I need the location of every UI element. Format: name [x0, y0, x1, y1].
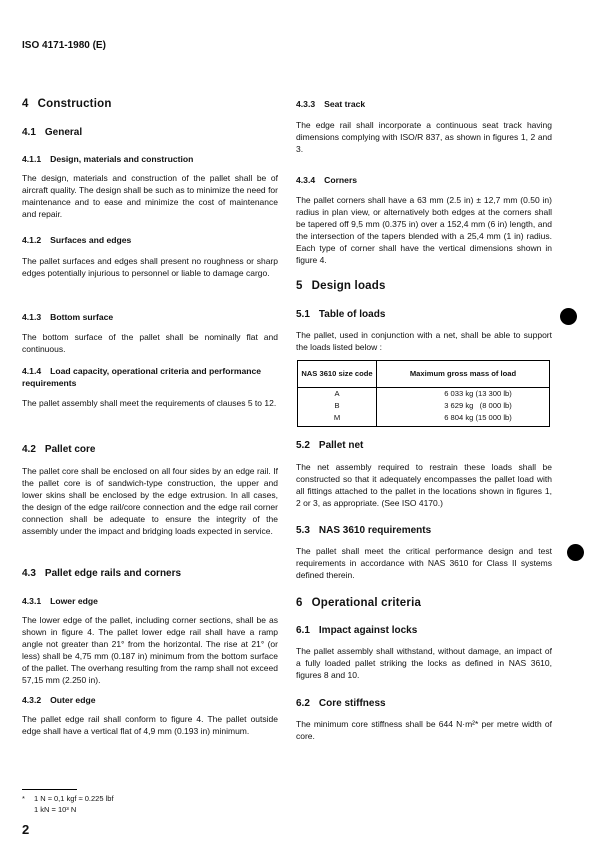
section-4-3-3-text: The edge rail shall incorporate a continuous seat track having dimensions complying with ISO/R 837, as shown in figures 1, 2 and 3. [296, 120, 552, 155]
section-5-2-text: The net assembly required to restrain these loads shall be constructed so that it adequately encompasses the pallet load with all fittings attached to the pallet in the locations shown in figures 1, 2 or 3, as appropriate. (See ISO 4170.) [296, 462, 552, 509]
page-number: 2 [22, 822, 30, 837]
section-4-1-4-heading [22, 365, 278, 389]
section-4-heading [22, 98, 278, 110]
section-number: 4.2 [22, 444, 36, 455]
footnote [22, 793, 114, 815]
table-cell: 6 033 kg (13 300 lb) [377, 388, 550, 401]
column-header: NAS 3610 size code [298, 361, 377, 388]
section-number: 4.1.3 [22, 312, 42, 322]
section-title: Design, materials and construction [50, 154, 194, 164]
table-header-row [298, 361, 550, 388]
section-number: 5 [296, 280, 303, 292]
section-title: NAS 3610 requirements [318, 525, 432, 536]
section-number: 4.1.2 [22, 235, 42, 245]
section-4-1-4-text: The pallet assembly shall meet the requirements of clauses 5 to 12. [22, 398, 277, 408]
section-title: Seat track [324, 99, 366, 109]
footnote-line: 1 kN = 10³ N [34, 805, 77, 814]
section-title: Construction [37, 98, 112, 110]
section-4-1-3-text: The bottom surface of the pallet shall be nominally flat and continuous. [22, 332, 278, 355]
section-number: 4.3.2 [22, 695, 42, 705]
section-6-1-heading [296, 625, 552, 636]
section-title: Pallet core [44, 444, 96, 455]
table-row [298, 400, 550, 412]
section-number: 4 [22, 98, 29, 110]
footnote-marker: * [22, 794, 25, 803]
section-title: Pallet edge rails and corners [44, 568, 182, 579]
section-number: 5.2 [296, 440, 310, 451]
section-6-2-text: The minimum core stiffness shall be 644 N·m²* per metre width of core. [296, 719, 552, 742]
section-number: 5.3 [296, 525, 310, 536]
section-4-3-3-heading [296, 98, 552, 110]
section-number: 4.3.4 [296, 175, 316, 185]
section-5-heading [296, 280, 552, 292]
section-title: Bottom surface [50, 312, 114, 322]
section-title: Load capacity, operational criteria and performance requirements [22, 366, 262, 388]
table-row [298, 388, 550, 401]
section-5-3-text: The pallet shall meet the critical performance design and test requirements in accordance with NAS 3610 for Class II systems defined therein. [296, 546, 552, 581]
change-marker-icon [560, 308, 577, 325]
section-title: General [44, 127, 83, 138]
footnote-divider [22, 789, 77, 790]
section-number: 4.1.1 [22, 154, 42, 164]
section-title: Impact against locks [318, 625, 418, 636]
section-4-2-text: The pallet core shall be enclosed on all four sides by an edge rail. If the pallet core is of sandwich-type construction, the upper and lower skins shall be enclosed by the edge extrusion. In all cases, the design of the edge rail/core connection and the edge rail corner connection shall be adequate to ensure the integrity of the assembly under the impact and bridging loads expected in service. [22, 466, 278, 537]
section-title: Table of loads [318, 309, 386, 320]
section-5-3-heading [296, 525, 552, 536]
table-row [298, 412, 550, 427]
section-title: Pallet net [318, 440, 364, 451]
section-4-3-1-heading [22, 595, 278, 607]
section-5-1-heading [296, 309, 552, 320]
section-number: 4.3.1 [22, 596, 42, 606]
table-cell: M [298, 412, 377, 427]
section-number: 4.3.3 [296, 99, 316, 109]
footnote-line: 1 N ≈ 0,1 kgf ≈ 0.225 lbf [34, 794, 114, 803]
section-title: Corners [324, 175, 358, 185]
section-4-1-2-text: The pallet surfaces and edges shall present no roughness or sharp edges potentially injurious to personnel or liable to damage cargo. [22, 256, 278, 279]
section-4-3-heading [22, 568, 278, 579]
table-cell: A [298, 388, 377, 401]
section-title: Lower edge [50, 596, 98, 606]
section-title: Operational criteria [311, 597, 422, 609]
table-cell: 3 629 kg (8 000 lb) [377, 400, 550, 412]
section-title: Core stiffness [318, 698, 386, 709]
section-4-2-heading [22, 444, 278, 455]
section-4-1-3-heading [22, 311, 278, 323]
section-4-1-2-heading [22, 234, 278, 246]
loads-table [297, 360, 550, 427]
section-number: 6 [296, 597, 303, 609]
section-number: 6.1 [296, 625, 310, 636]
section-number: 4.3 [22, 568, 36, 579]
section-4-3-1-text: The lower edge of the pallet, including corner sections, shall be as shown in figure 4. The pallet lower edge rail shall have a ramp angle not greater than 21° from the horizontal. The rise at 21° (or less) shall be 4,75 mm (0.187 in) minimum from the bottom surface of the pallet. The overhang resulting from the ramp shall not exceed 57,15 mm (2.250 in). [22, 615, 278, 686]
section-title: Outer edge [50, 695, 96, 705]
section-number: 4.1 [22, 127, 36, 138]
section-4-3-2-text: The pallet edge rail shall conform to figure 4. The pallet outside edge shall have a vertical flat of 4,9 mm (0.193 in) minimum. [22, 714, 278, 737]
section-6-heading [296, 597, 552, 609]
table-cell: B [298, 400, 377, 412]
section-number: 4.1.4 [22, 366, 42, 376]
section-4-3-4-heading [296, 174, 552, 186]
section-title: Surfaces and edges [50, 235, 132, 245]
section-4-1-heading [22, 127, 278, 138]
table-cell: 6 804 kg (15 000 lb) [377, 412, 550, 427]
section-number: 5.1 [296, 309, 310, 320]
section-6-2-heading [296, 698, 552, 709]
document-header: ISO 4171-1980 (E) [22, 40, 106, 51]
column-header: Maximum gross mass of load [377, 361, 550, 388]
section-4-1-1-text: The design, materials and construction of the pallet shall be of aircraft quality. The design shall be such as to minimize the need for maintenance and to ease and minimize the cost of maintenance and repair. [22, 173, 278, 220]
section-5-2-heading [296, 440, 552, 451]
section-4-3-2-heading [22, 694, 278, 706]
section-title: Design loads [311, 280, 386, 292]
section-4-3-4-text: The pallet corners shall have a 63 mm (2.5 in) ± 12,7 mm (0.50 in) radius in plan view, or alternatively both edges at the corners shall be tapered off 9,5 mm (0.375 in) over a 152,4 mm (6 in) length, and the intersection of the tapers blended with a 25,4 mm (1 in) radius. Each type of corner shall have the vertical dimensions shown in figure 4. [296, 195, 552, 266]
change-marker-icon [567, 544, 584, 561]
section-4-1-1-heading [22, 153, 278, 165]
section-6-1-text: The pallet assembly shall withstand, without damage, an impact of a fully loaded pallet striking the locks as defined in NAS 3610, figures 8 and 10. [296, 646, 552, 681]
section-5-1-text: The pallet, used in conjunction with a net, shall be able to support the loads listed below : [296, 330, 552, 353]
section-number: 6.2 [296, 698, 310, 709]
